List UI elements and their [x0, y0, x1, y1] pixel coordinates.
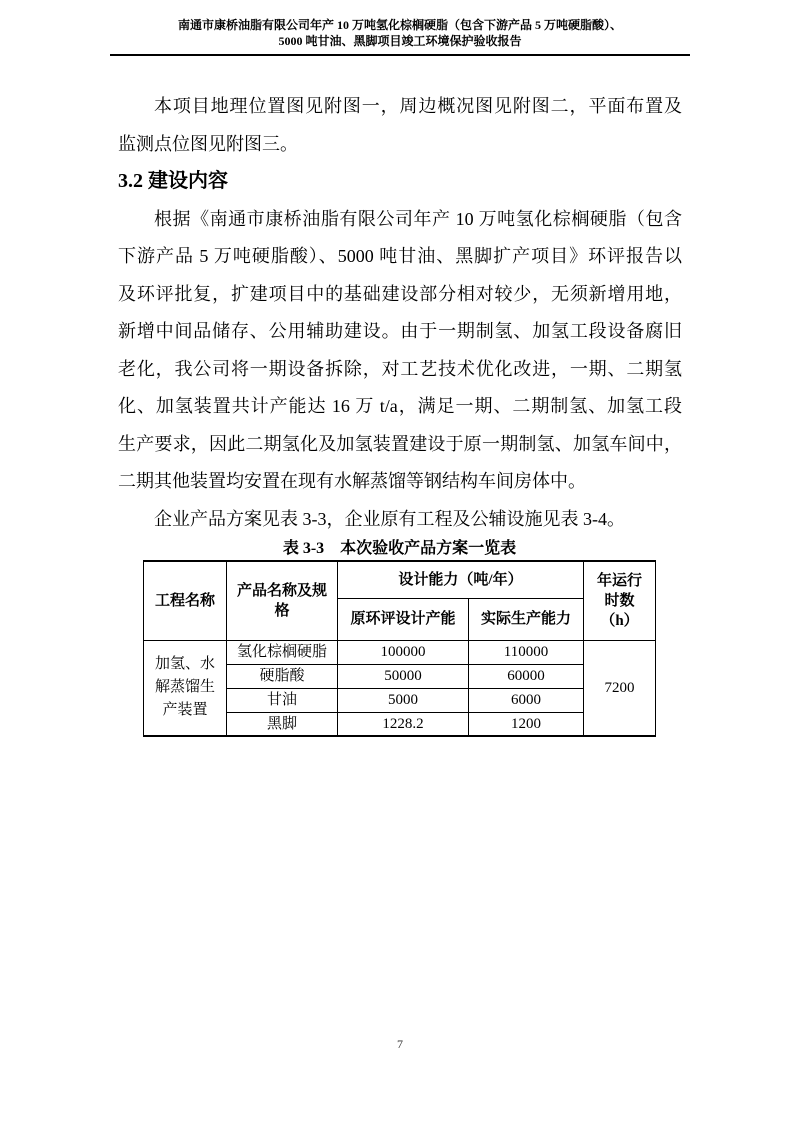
- actual-cell: 1200: [469, 712, 584, 736]
- text-line: 及环评批复，扩建项目中的基础建设部分相对较少，无须新增用地，: [118, 283, 682, 304]
- text-line: 下游产品 5 万吨硬脂酸）、5000 吨甘油、黑脚扩产项目》环评报告以: [118, 246, 682, 266]
- original-cell: 100000: [338, 640, 469, 664]
- paragraph-table-references: [118, 501, 682, 539]
- document-body: [118, 88, 682, 538]
- actual-cell: 110000: [469, 640, 584, 664]
- text-line: 企业产品方案见表 3-3，企业原有工程及公辅设施见表 3-4。: [154, 508, 625, 529]
- header-line-2: 5000 吨甘油、黑脚项目竣工环境保护验收报告: [278, 34, 522, 48]
- text-line: 生产要求，因此二期氢化及加氢装置建设于原一期制氢、加氢车间中，: [118, 433, 682, 454]
- text-line: 监测点位图见附图三。: [118, 133, 298, 154]
- header-design-capacity: 设计能力（吨/年）: [338, 561, 584, 598]
- actual-cell: 60000: [469, 664, 584, 688]
- actual-cell: 6000: [469, 688, 584, 712]
- header-original-design-capacity: 原环评设计产能: [338, 598, 469, 640]
- header-actual-capacity: 实际生产能力: [469, 598, 584, 640]
- text-line: 本项目地理位置图见附图一，周边概况图见附图二，平面布置及: [154, 96, 682, 116]
- text-line: 新增中间品储存、公用辅助建设。由于一期制氢、加氢工段设备腐旧: [118, 321, 682, 341]
- product-plan-table: [143, 560, 656, 737]
- page-header: [110, 17, 690, 56]
- text-line: 二期其他装置均安置在现有水解蒸馏等钢结构车间房体中。: [118, 471, 586, 491]
- header-line-1: 南通市康桥油脂有限公司年产 10 万吨氢化棕榈硬脂（包含下游产品 5 万吨硬脂酸）、: [177, 18, 622, 32]
- section-heading-3-2: 3.2 建设内容: [118, 170, 228, 192]
- paragraph-attached-figures: [118, 88, 682, 163]
- paragraph-construction-content: [118, 201, 682, 501]
- header-annual-hours: 年运行 时数 （h）: [584, 561, 656, 640]
- text-line: 化、加氢装置共计产能达 16 万 t/a，满足一期、二期制氢、加氢工段: [118, 396, 682, 416]
- product-cell: 氢化棕榈硬脂: [227, 640, 338, 664]
- table-caption: 表 3-3 本次验收产品方案一览表: [282, 540, 517, 557]
- product-cell: 黑脚: [227, 712, 338, 736]
- original-cell: 50000: [338, 664, 469, 688]
- product-cell: 甘油: [227, 688, 338, 712]
- table-header-row-1: [144, 561, 656, 598]
- annual-hours-cell: 7200: [584, 640, 656, 736]
- product-plan-table-block: [143, 538, 656, 737]
- original-cell: 5000: [338, 688, 469, 712]
- original-cell: 1228.2: [338, 712, 469, 736]
- text-line: 老化，我公司将一期设备拆除，对工艺技术优化改进，一期、二期氢: [118, 358, 682, 379]
- header-project-name: 工程名称: [144, 561, 227, 640]
- product-cell: 硬脂酸: [227, 664, 338, 688]
- header-product-name: 产品名称及规 格: [227, 561, 338, 640]
- project-name-cell: 加氢、水 解蒸馏生 产装置: [144, 640, 227, 736]
- table-row: [144, 640, 656, 664]
- page-number: 7: [397, 1037, 403, 1051]
- text-line: 根据《南通市康桥油脂有限公司年产 10 万吨氢化棕榈硬脂（包含: [154, 208, 682, 229]
